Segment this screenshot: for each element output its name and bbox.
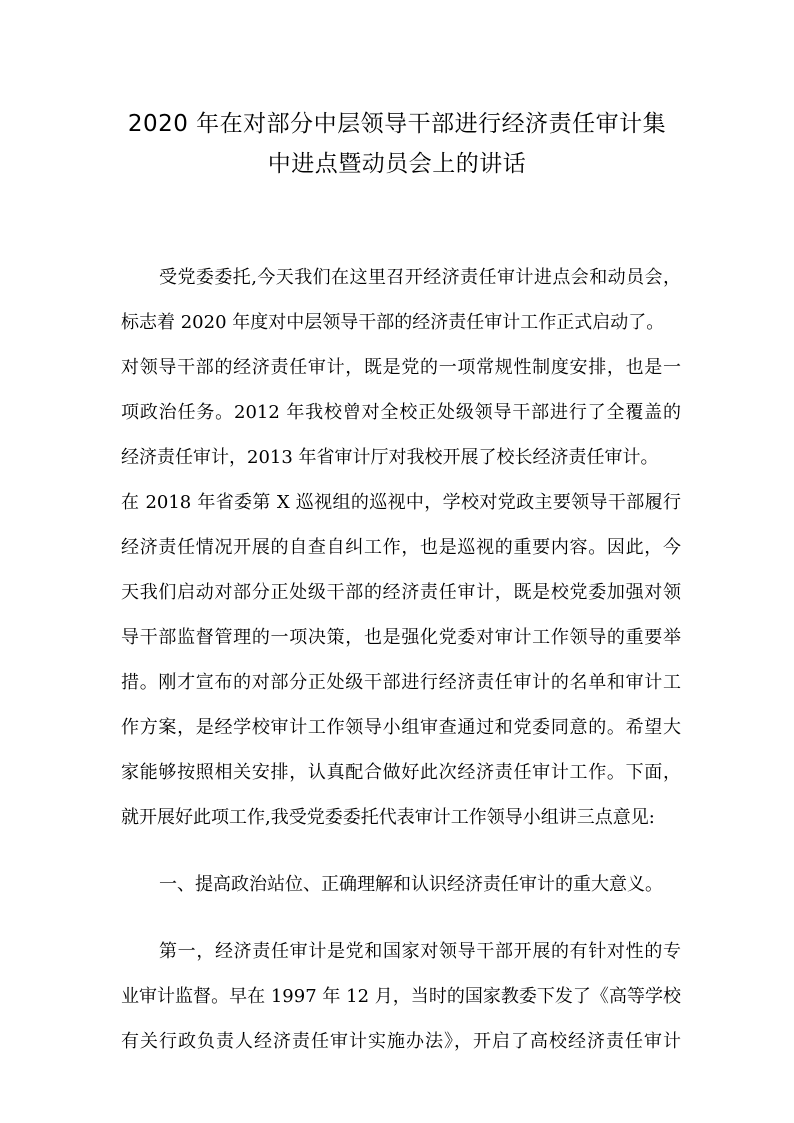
paragraph-1-line-2: 标志着 2020 年度对中层领导干部的经济责任审计工作正式启动了。 <box>121 312 665 333</box>
document-title-line-2: 中进点暨动员会上的讲话 <box>267 151 527 177</box>
paragraph-1-line-7: 经济责任情况开展的自查自纠工作，也是巡视的重要内容。因此，今 <box>121 537 681 558</box>
paragraph-1-line-9: 导干部监督管理的一项决策，也是强化党委对审计工作领导的重要举 <box>121 627 681 648</box>
paragraph-2-line-3: 有关行政负责人经济责任审计实施办法》，开启了高校经济责任审计 <box>121 1031 681 1052</box>
section-heading-1: 一、提高政治站位、正确理解和认识经济责任审计的重大意义。 <box>159 874 663 895</box>
paragraph-2-line-1: 第一，经济责任审计是党和国家对领导干部开展的有针对性的专 <box>159 941 681 962</box>
paragraph-1-line-8: 天我们启动对部分正处级干部的经济责任审计，既是校党委加强对领 <box>121 582 681 603</box>
paragraph-1-line-1: 受党委委托,今天我们在这里召开经济责任审计进点会和动员会， <box>159 267 681 288</box>
paragraph-1-line-13: 就开展好此项工作,我受党委委托代表审计工作领导小组讲三点意见: <box>121 807 655 828</box>
paragraph-1-line-5: 经济责任审计，2013 年省审计厅对我校开展了校长经济责任审计。 <box>121 447 659 468</box>
paragraph-1-line-3: 对领导干部的经济责任审计，既是党的一项常规性制度安排，也是一 <box>121 357 681 378</box>
document-title-line-1: 2020 年在对部分中层领导干部进行经济责任审计集 <box>127 111 667 137</box>
paragraph-1-line-4: 项政治任务。2012 年我校曾对全校正处级领导干部进行了全覆盖的 <box>121 402 681 423</box>
paragraph-1-line-12: 家能够按照相关安排，认真配合做好此次经济责任审计工作。下面， <box>121 762 681 783</box>
paragraph-1-line-10: 措。刚才宣布的对部分正处级干部进行经济责任审计的名单和审计工 <box>121 672 681 693</box>
paragraph-1-line-6: 在 2018 年省委第 X 巡视组的巡视中，学校对党政主要领导干部履行 <box>121 492 681 513</box>
paragraph-2-line-2: 业审计监督。早在 1997 年 12 月，当时的国家教委下发了《高等学校 <box>121 986 681 1007</box>
paragraph-1-line-11: 作方案，是经学校审计工作领导小组审查通过和党委同意的。希望大 <box>121 717 681 738</box>
